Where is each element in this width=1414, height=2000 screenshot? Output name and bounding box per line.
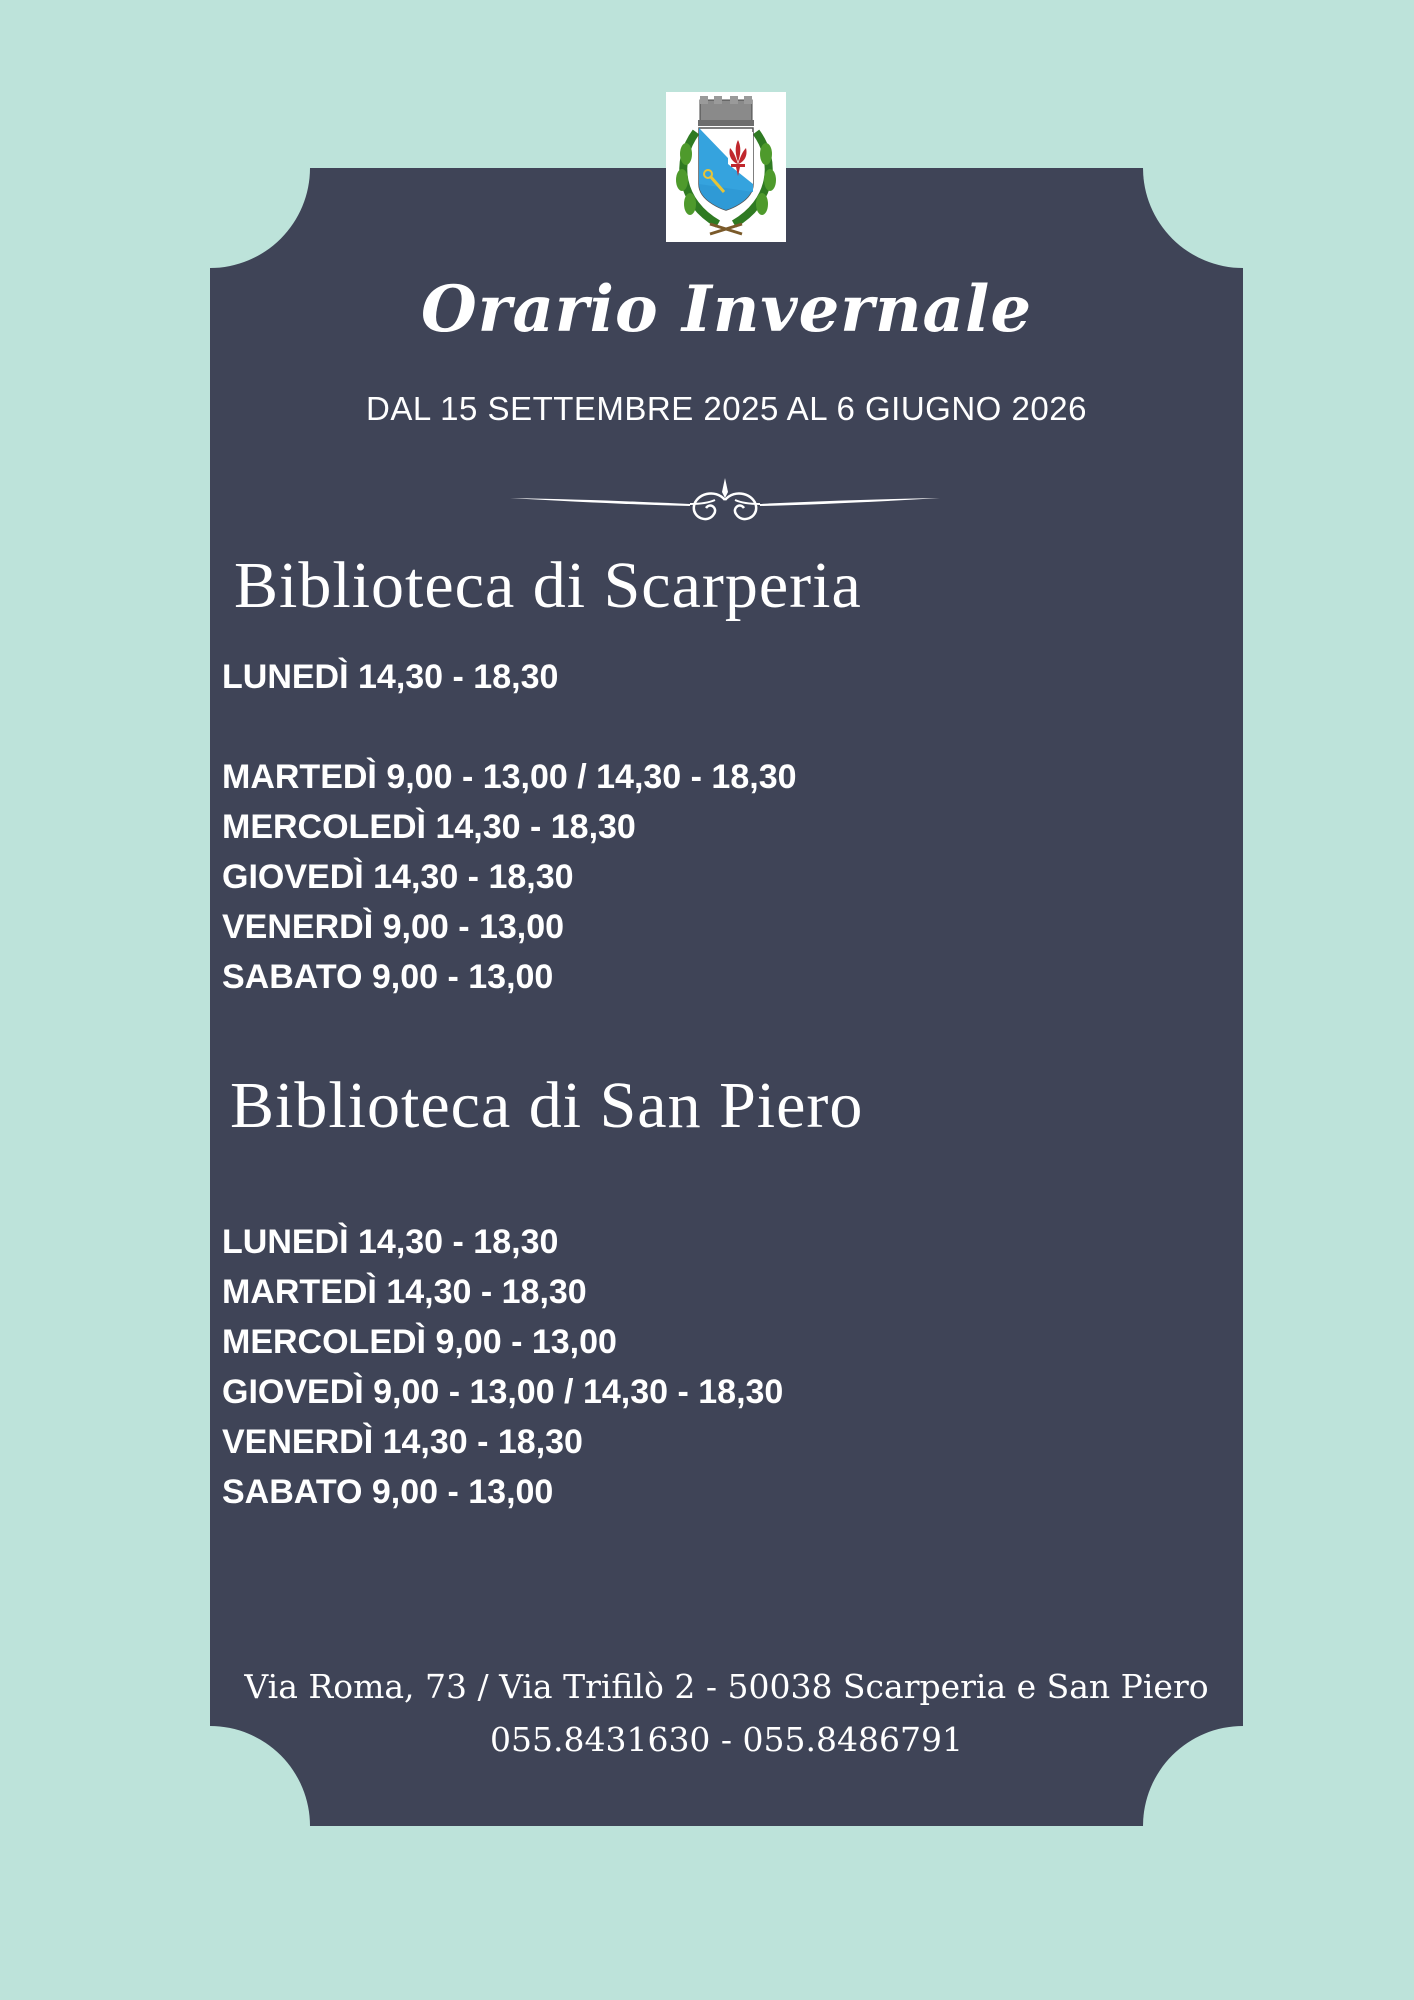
footer-address: Via Roma, 73 / Via Trifilò 2 - 50038 Scarperia e San Piero xyxy=(244,1667,1209,1706)
scarperia-hours-monday: LUNEDÌ 14,30 - 18,30 xyxy=(222,658,559,696)
page-title: Orario Invernale xyxy=(420,272,1033,347)
scarperia-hours-thursday: GIOVEDÌ 14,30 - 18,30 xyxy=(222,858,574,896)
scarperia-hours-wednesday: MERCOLEDÌ 14,30 - 18,30 xyxy=(222,808,636,846)
scarperia-hours-friday: VENERDÌ 9,00 - 13,00 xyxy=(222,908,565,946)
san-piero-hours-friday: VENERDÌ 14,30 - 18,30 xyxy=(222,1423,583,1461)
coat-of-arms-icon xyxy=(666,92,786,242)
library-san-piero-title: Biblioteca di San Piero xyxy=(230,1069,864,1142)
scarperia-hours-saturday: SABATO 9,00 - 13,00 xyxy=(222,958,554,996)
ornamental-divider-icon xyxy=(510,470,940,530)
san-piero-hours-wednesday: MERCOLEDÌ 9,00 - 13,00 xyxy=(222,1323,617,1361)
san-piero-hours-tuesday: MARTEDÌ 14,30 - 18,30 xyxy=(222,1273,587,1311)
library-scarperia-title: Biblioteca di Scarperia xyxy=(234,549,862,622)
san-piero-hours-thursday: GIOVEDÌ 9,00 - 13,00 / 14,30 - 18,30 xyxy=(222,1373,784,1411)
date-range-subtitle: DAL 15 SETTEMBRE 2025 AL 6 GIUGNO 2026 xyxy=(366,390,1087,427)
san-piero-hours-saturday: SABATO 9,00 - 13,00 xyxy=(222,1473,554,1511)
scarperia-hours-tuesday: MARTEDÌ 9,00 - 13,00 / 14,30 - 18,30 xyxy=(222,758,797,796)
san-piero-hours-monday: LUNEDÌ 14,30 - 18,30 xyxy=(222,1223,559,1261)
footer-phones: 055.8431630 - 055.8486791 xyxy=(489,1720,964,1759)
